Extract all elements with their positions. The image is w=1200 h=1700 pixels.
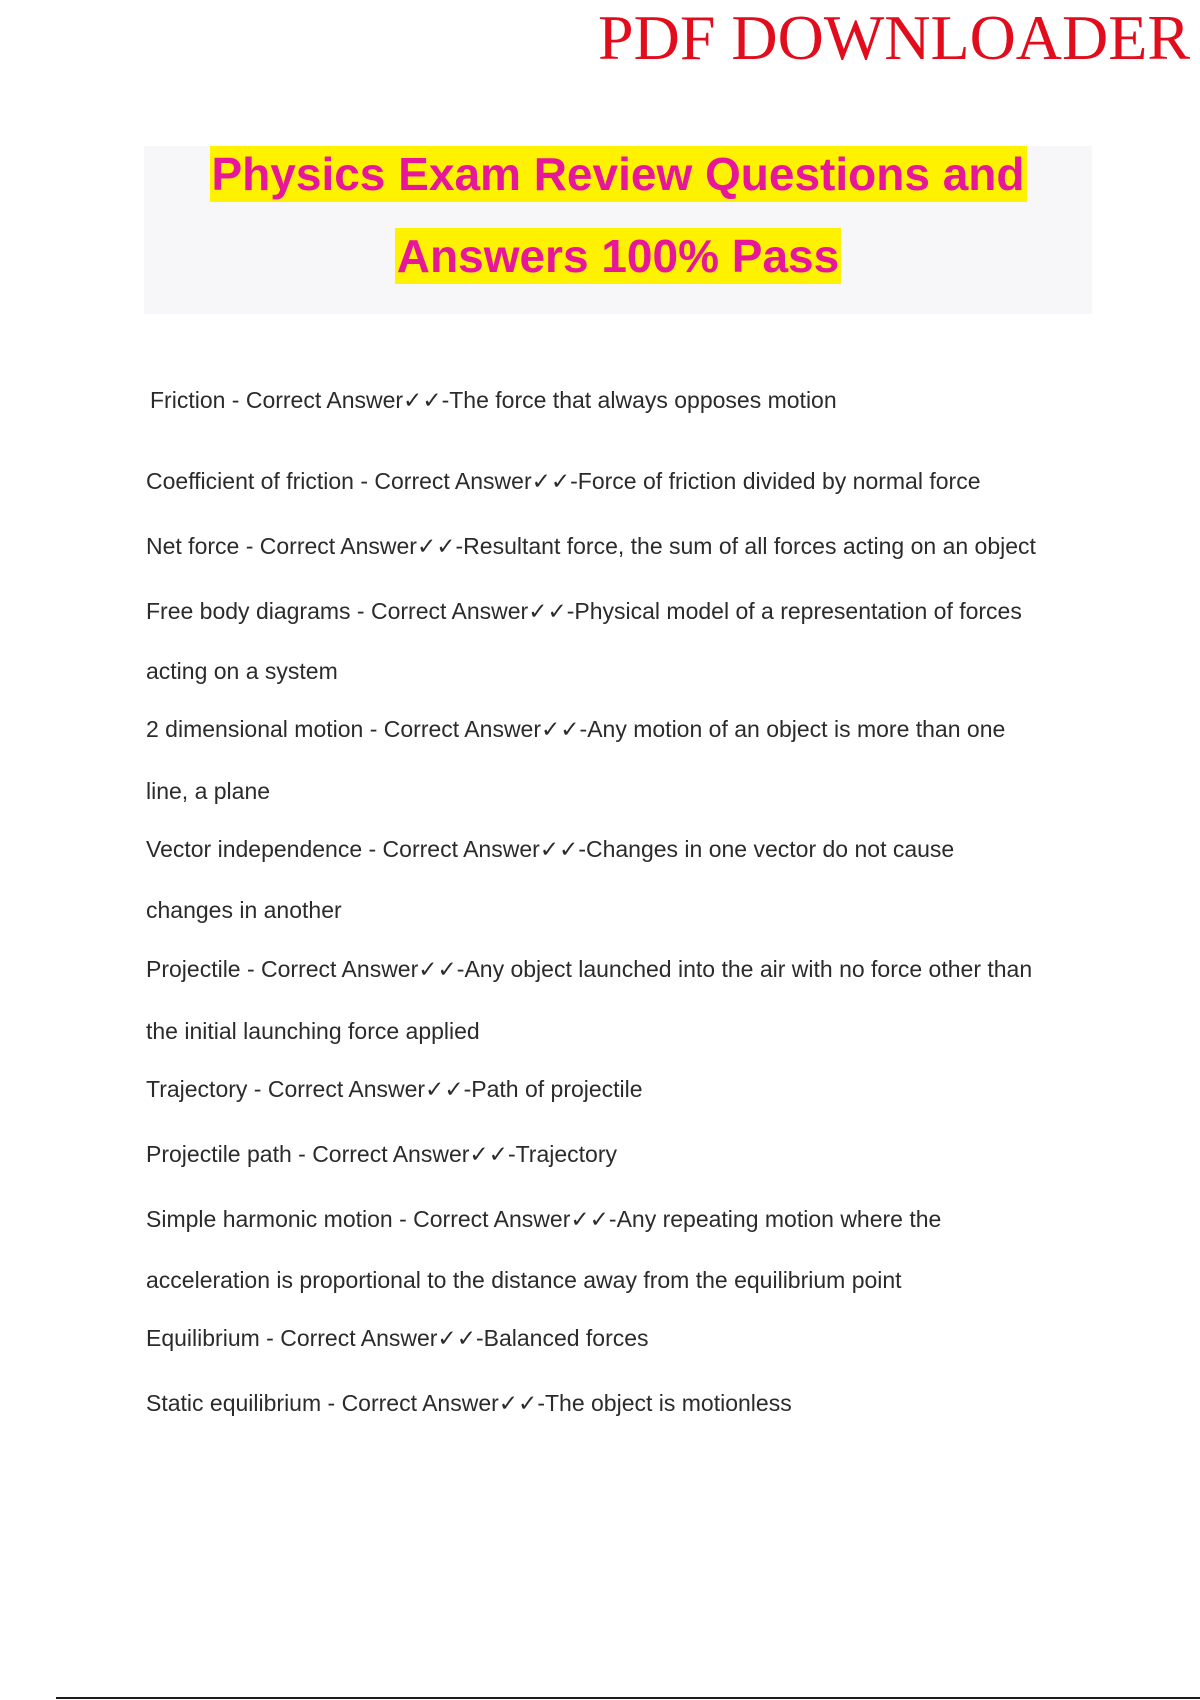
qa-line: Static equilibrium - Correct Answer✓✓-The object is motionless [146, 1390, 792, 1416]
watermark-text: PDF DOWNLOADER [598, 2, 1190, 73]
qa-line: line, a plane [146, 778, 271, 804]
page-title-line-2: Answers 100% Pass [396, 230, 840, 282]
qa-line: Free body diagrams - Correct Answer✓✓-Physical model of a representation of forces [146, 598, 1022, 624]
qa-line: Net force - Correct Answer✓✓-Resultant force, the sum of all forces acting on an object [146, 533, 1036, 559]
page-title-line-1: Physics Exam Review Questions and [211, 148, 1025, 200]
qa-line: acceleration is proportional to the distance away from the equilibrium point [146, 1267, 902, 1293]
qa-line: changes in another [146, 897, 342, 923]
qa-line: the initial launching force applied [146, 1018, 480, 1044]
qa-line: Projectile path - Correct Answer✓✓-Trajectory [146, 1141, 617, 1167]
qa-line: acting on a system [146, 658, 338, 684]
qa-line: Vector independence - Correct Answer✓✓-Changes in one vector do not cause [146, 836, 955, 862]
qa-line: Equilibrium - Correct Answer✓✓-Balanced forces [146, 1325, 649, 1351]
qa-line: Trajectory - Correct Answer✓✓-Path of projectile [146, 1076, 643, 1102]
qa-line: Friction - Correct Answer✓✓-The force that always opposes motion [150, 387, 837, 413]
qa-line: Coefficient of friction - Correct Answer✓✓-Force of friction divided by normal force [146, 468, 981, 494]
qa-line: Simple harmonic motion - Correct Answer✓✓-Any repeating motion where the [146, 1206, 942, 1232]
bottom-divider [56, 1697, 1200, 1699]
qa-line: 2 dimensional motion - Correct Answer✓✓-Any motion of an object is more than one [146, 716, 1006, 742]
qa-line: Projectile - Correct Answer✓✓-Any object launched into the air with no force other than [146, 956, 1033, 982]
